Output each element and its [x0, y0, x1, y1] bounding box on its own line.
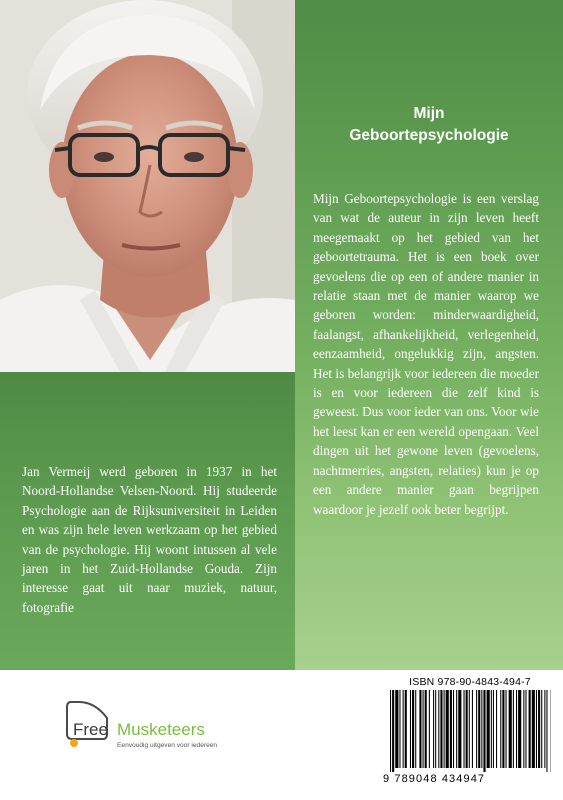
- author-photo: [0, 0, 295, 372]
- isbn-label: ISBN 978-90-4843-494-7: [409, 676, 531, 688]
- author-bio: Jan Vermeij werd geboren in 1937 in het Noord-Hollandse Velsen-Noord. Hij studeerde Psychologie aan de Rijksuniversiteit in Leiden en was zijn hele leven werkzaam op het gebied van de psychologie. Hij woont intussen al vele jaren in het Zuid-Hollandse Gouda. Zijn interesse gaat uit naar muziek, natuur, fotografie: [22, 464, 277, 615]
- book-title-line1: Mijn: [413, 105, 445, 122]
- author-portrait-illustration: [0, 0, 295, 372]
- publisher-name-part2: Musketeers: [117, 720, 205, 739]
- ean-digits: 9 789048 434947: [383, 773, 486, 785]
- book-description: Mijn Geboortepsychologie is een verslag van wat de auteur in zijn leven heeft meegemaakt op het gebied van het geboortetrauma. Het is een boek over gevoelens die op een of andere manier in relatie staan met de manier waarop we geboren worden: minderwaardigheid, faalangst, afhankelijkheid, verlegenheid, eenzaamheid, ongelukkig zijn, angsten. Het is belangrijk voor iedereen die moeder is en voor iedereen die zelf kind is geweest. Dus voor ieder van ons. Voor wie het leest kan er een wereld opengaan. Veel dingen uit het gewone leven (gevoelens, nachtmerries, angsten, relaties) kun je op een andere manier gaan begrijpen waardoor je jezelf ook beter begrijpt.: [313, 191, 539, 517]
- ean-barcode: [388, 690, 553, 772]
- book-title-line2: Geboortepsychologie: [349, 127, 509, 144]
- publisher-logo: [65, 698, 240, 768]
- book-title: [300, 103, 558, 147]
- publisher-name-part1: Free: [73, 720, 108, 739]
- publisher-tagline: Eenvoudig uitgeven voor iedereen: [117, 742, 218, 749]
